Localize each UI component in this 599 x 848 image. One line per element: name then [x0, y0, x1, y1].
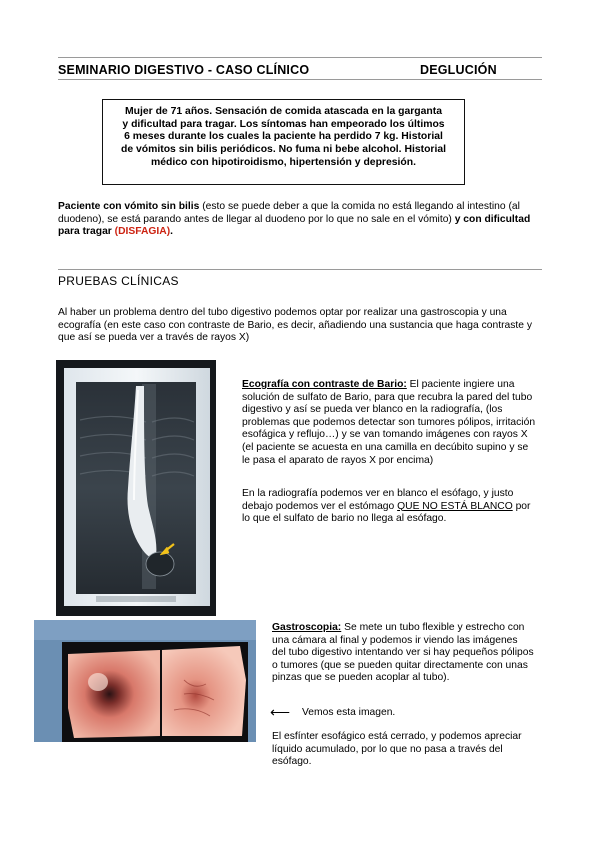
barium-paragraph-2 [242, 488, 536, 526]
barium-text-2b: por lo que el sulfato de bario no llega al esófago. [242, 500, 531, 525]
barium-xray-image [56, 360, 216, 616]
case-summary-box [102, 99, 465, 185]
barium-text-2a: En la radiografía podemos ver en blanco el esófago, y justo debajo podemos ver el estómago [242, 488, 514, 512]
header-rule [58, 79, 542, 80]
dysphagia-label: (DISFAGIA) [114, 226, 171, 238]
intro-bold-1: Paciente con vómito sin bilis [58, 201, 200, 212]
intro-end: . [170, 226, 174, 238]
gastroscopy-paragraph-2: El esfínter esofágico está cerrado, y podemos apreciar líquido acumulado, por lo que no pasa a través del esófago. [272, 731, 522, 768]
intro-bold-2: y con dificultad para tragar [58, 213, 531, 238]
intro-text-1: (esto se puede deber a que la comida no está llegando al intestino (al duodeno), se está parando antes de llegar al duodeno por lo que no sale en el vómito) [58, 201, 520, 225]
gastroscopy-title: Gastroscopia: [272, 622, 342, 633]
top-rule [58, 57, 542, 58]
xray-photo [56, 360, 216, 616]
barium-title: Ecografía con contraste de Bario: [242, 379, 407, 390]
page-topic: DEGLUCIÓN [420, 63, 497, 77]
gastroscopy-paragraph [272, 622, 534, 685]
case-line: médico con hipotiroidismo, hipertensión y depresión. [151, 156, 416, 168]
page-title: SEMINARIO DIGESTIVO - CASO CLÍNICO [58, 63, 310, 77]
endoscopy-photo [34, 620, 256, 742]
barium-paragraph [242, 379, 536, 467]
case-line: 6 meses durante los cuales la paciente ha perdido 7 kg. Historial [124, 131, 443, 143]
gastroscopy-text: Se mete un tubo flexible y estrecho con una cámara al final y podemos ir viendo las imágenes del tubo digestivo intentando ver si hay pequeños pólipos o tumores (que se pueden quitar directamente con unas pinzas que se pueden acoplar al tubo). [272, 622, 534, 684]
tests-intro: Al haber un problema dentro del tubo digestivo podemos optar por realizar una gastroscopia y una ecografía (en este caso con contraste de Bario, es decir, añadiendo una sustancia que haga contraste y que así se pueda ver a través de rayos X) [58, 307, 532, 344]
barium-text: El paciente ingiere una solución de sulfato de Bario, para que recubra la pared del tubo digestivo y así se pueda ver blanco en la radiografía, (los problemas que podemos detectar son tumores pólipos, irritación esofágica y reflujo…) y se van tomando imágenes con rayos X (el paciente se acuesta en una camilla en decúbito supino y se le pasa el aparato de rayos X por encima) [242, 379, 536, 466]
gastroscopy-image [34, 620, 256, 742]
section-title: PRUEBAS CLÍNICAS [58, 274, 179, 288]
intro-paragraph [58, 201, 542, 239]
left-arrow-icon: ⟵ [270, 704, 291, 720]
case-line: y dificultad para tragar. Los síntomas han empeorado los últimos [122, 118, 445, 130]
image-note: Vemos esta imagen. [302, 707, 396, 718]
case-line: de vómitos sin bilis periódicos. No fuma ni bebe alcohol. Historial [120, 144, 447, 156]
stomach-not-white: QUE NO ESTÁ BLANCO [397, 500, 513, 512]
case-line: Mujer de 71 años. Sensación de comida atascada en la garganta [124, 106, 443, 117]
section-rule [58, 269, 542, 270]
